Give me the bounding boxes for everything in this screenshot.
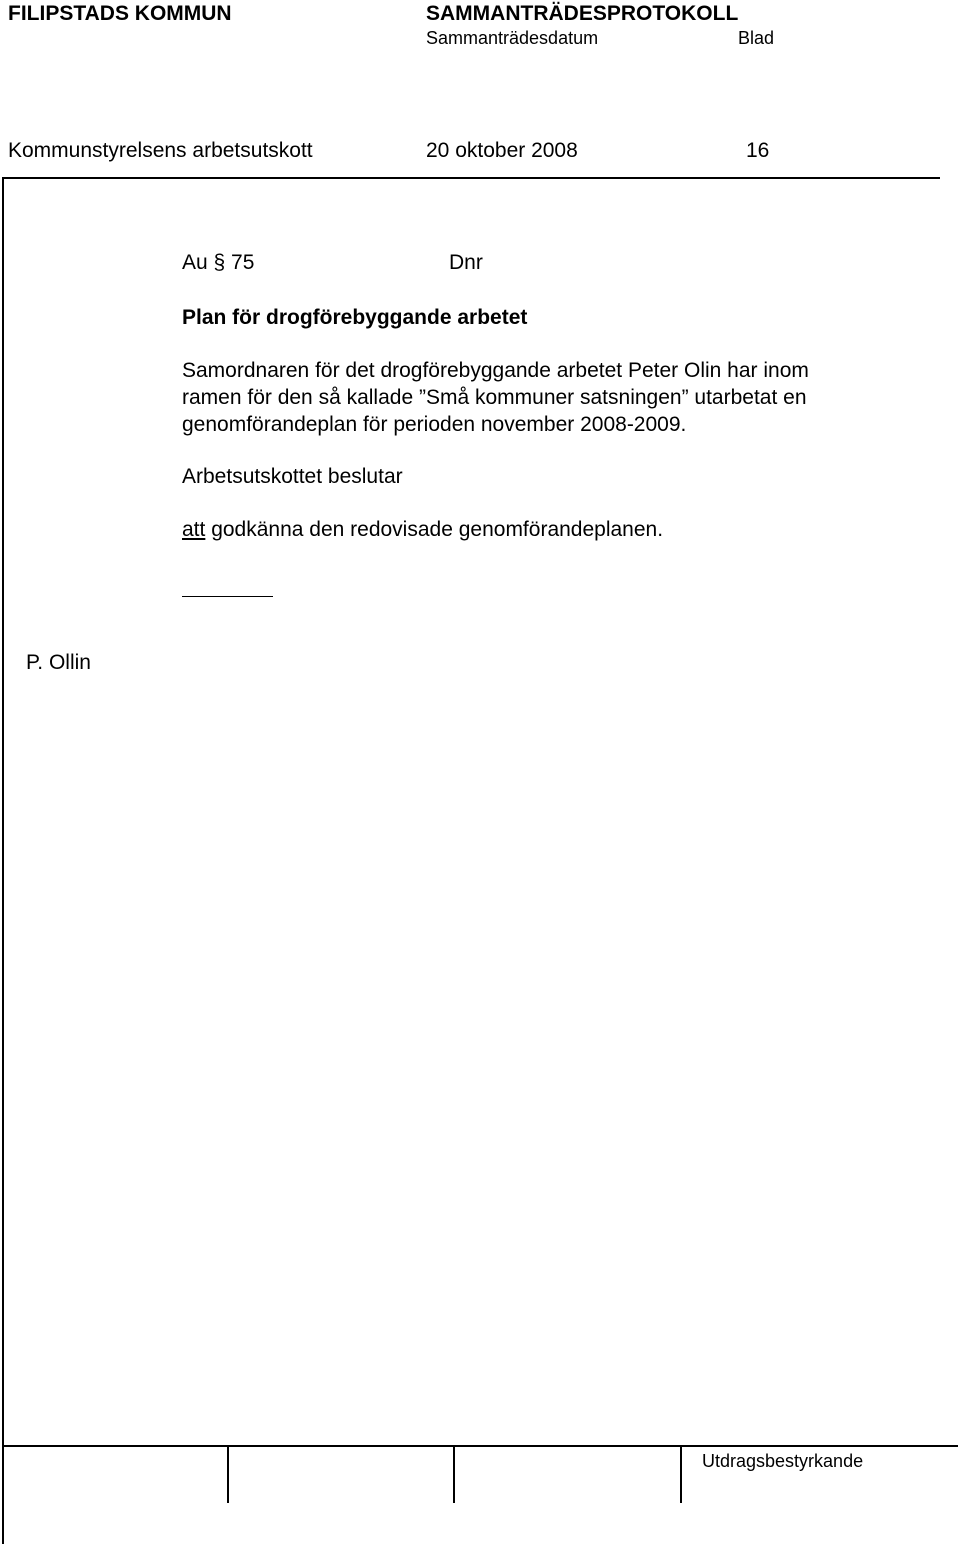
header-divider xyxy=(3,177,940,179)
document-type: SAMMANTRÄDESPROTOKOLL xyxy=(426,2,739,25)
meeting-date-label: Sammanträdesdatum xyxy=(426,28,599,48)
sheet-label: Blad xyxy=(738,28,775,48)
sheet-number: 16 xyxy=(746,139,770,162)
signature-box-divider xyxy=(227,1447,229,1503)
recipient: P. Ollin xyxy=(26,651,91,674)
body-line: ramen för den så kallade ”Små kommuner satsningen” utarbetat en xyxy=(182,386,807,409)
organization-name: FILIPSTADS KOMMUN xyxy=(8,2,232,25)
paragraph-reference: Au § 75 xyxy=(182,251,255,274)
body-line: Samordnaren för det drogförebyggande arbetet Peter Olin har inom xyxy=(182,359,809,382)
decision-text: godkänna den redovisade genomförandeplanen. xyxy=(205,518,664,541)
body-line: genomförandeplan för perioden november 2008-2009. xyxy=(182,413,687,436)
certification-label: Utdragsbestyrkande xyxy=(702,1451,864,1471)
left-margin-line xyxy=(2,177,4,1544)
decision-att: att xyxy=(182,518,206,541)
item-title: Plan för drogförebyggande arbetet xyxy=(182,306,528,329)
decision xyxy=(182,518,663,542)
signature-box-divider xyxy=(453,1447,455,1503)
closing-rule xyxy=(182,596,273,597)
item-body xyxy=(182,357,882,438)
signature-box-divider xyxy=(680,1447,682,1503)
footer-divider xyxy=(2,1445,958,1447)
committee-name: Kommunstyrelsens arbetsutskott xyxy=(8,139,313,162)
decision-intro: Arbetsutskottet beslutar xyxy=(182,465,403,488)
meeting-date: 20 oktober 2008 xyxy=(426,139,578,162)
dnr-label: Dnr xyxy=(449,251,483,274)
